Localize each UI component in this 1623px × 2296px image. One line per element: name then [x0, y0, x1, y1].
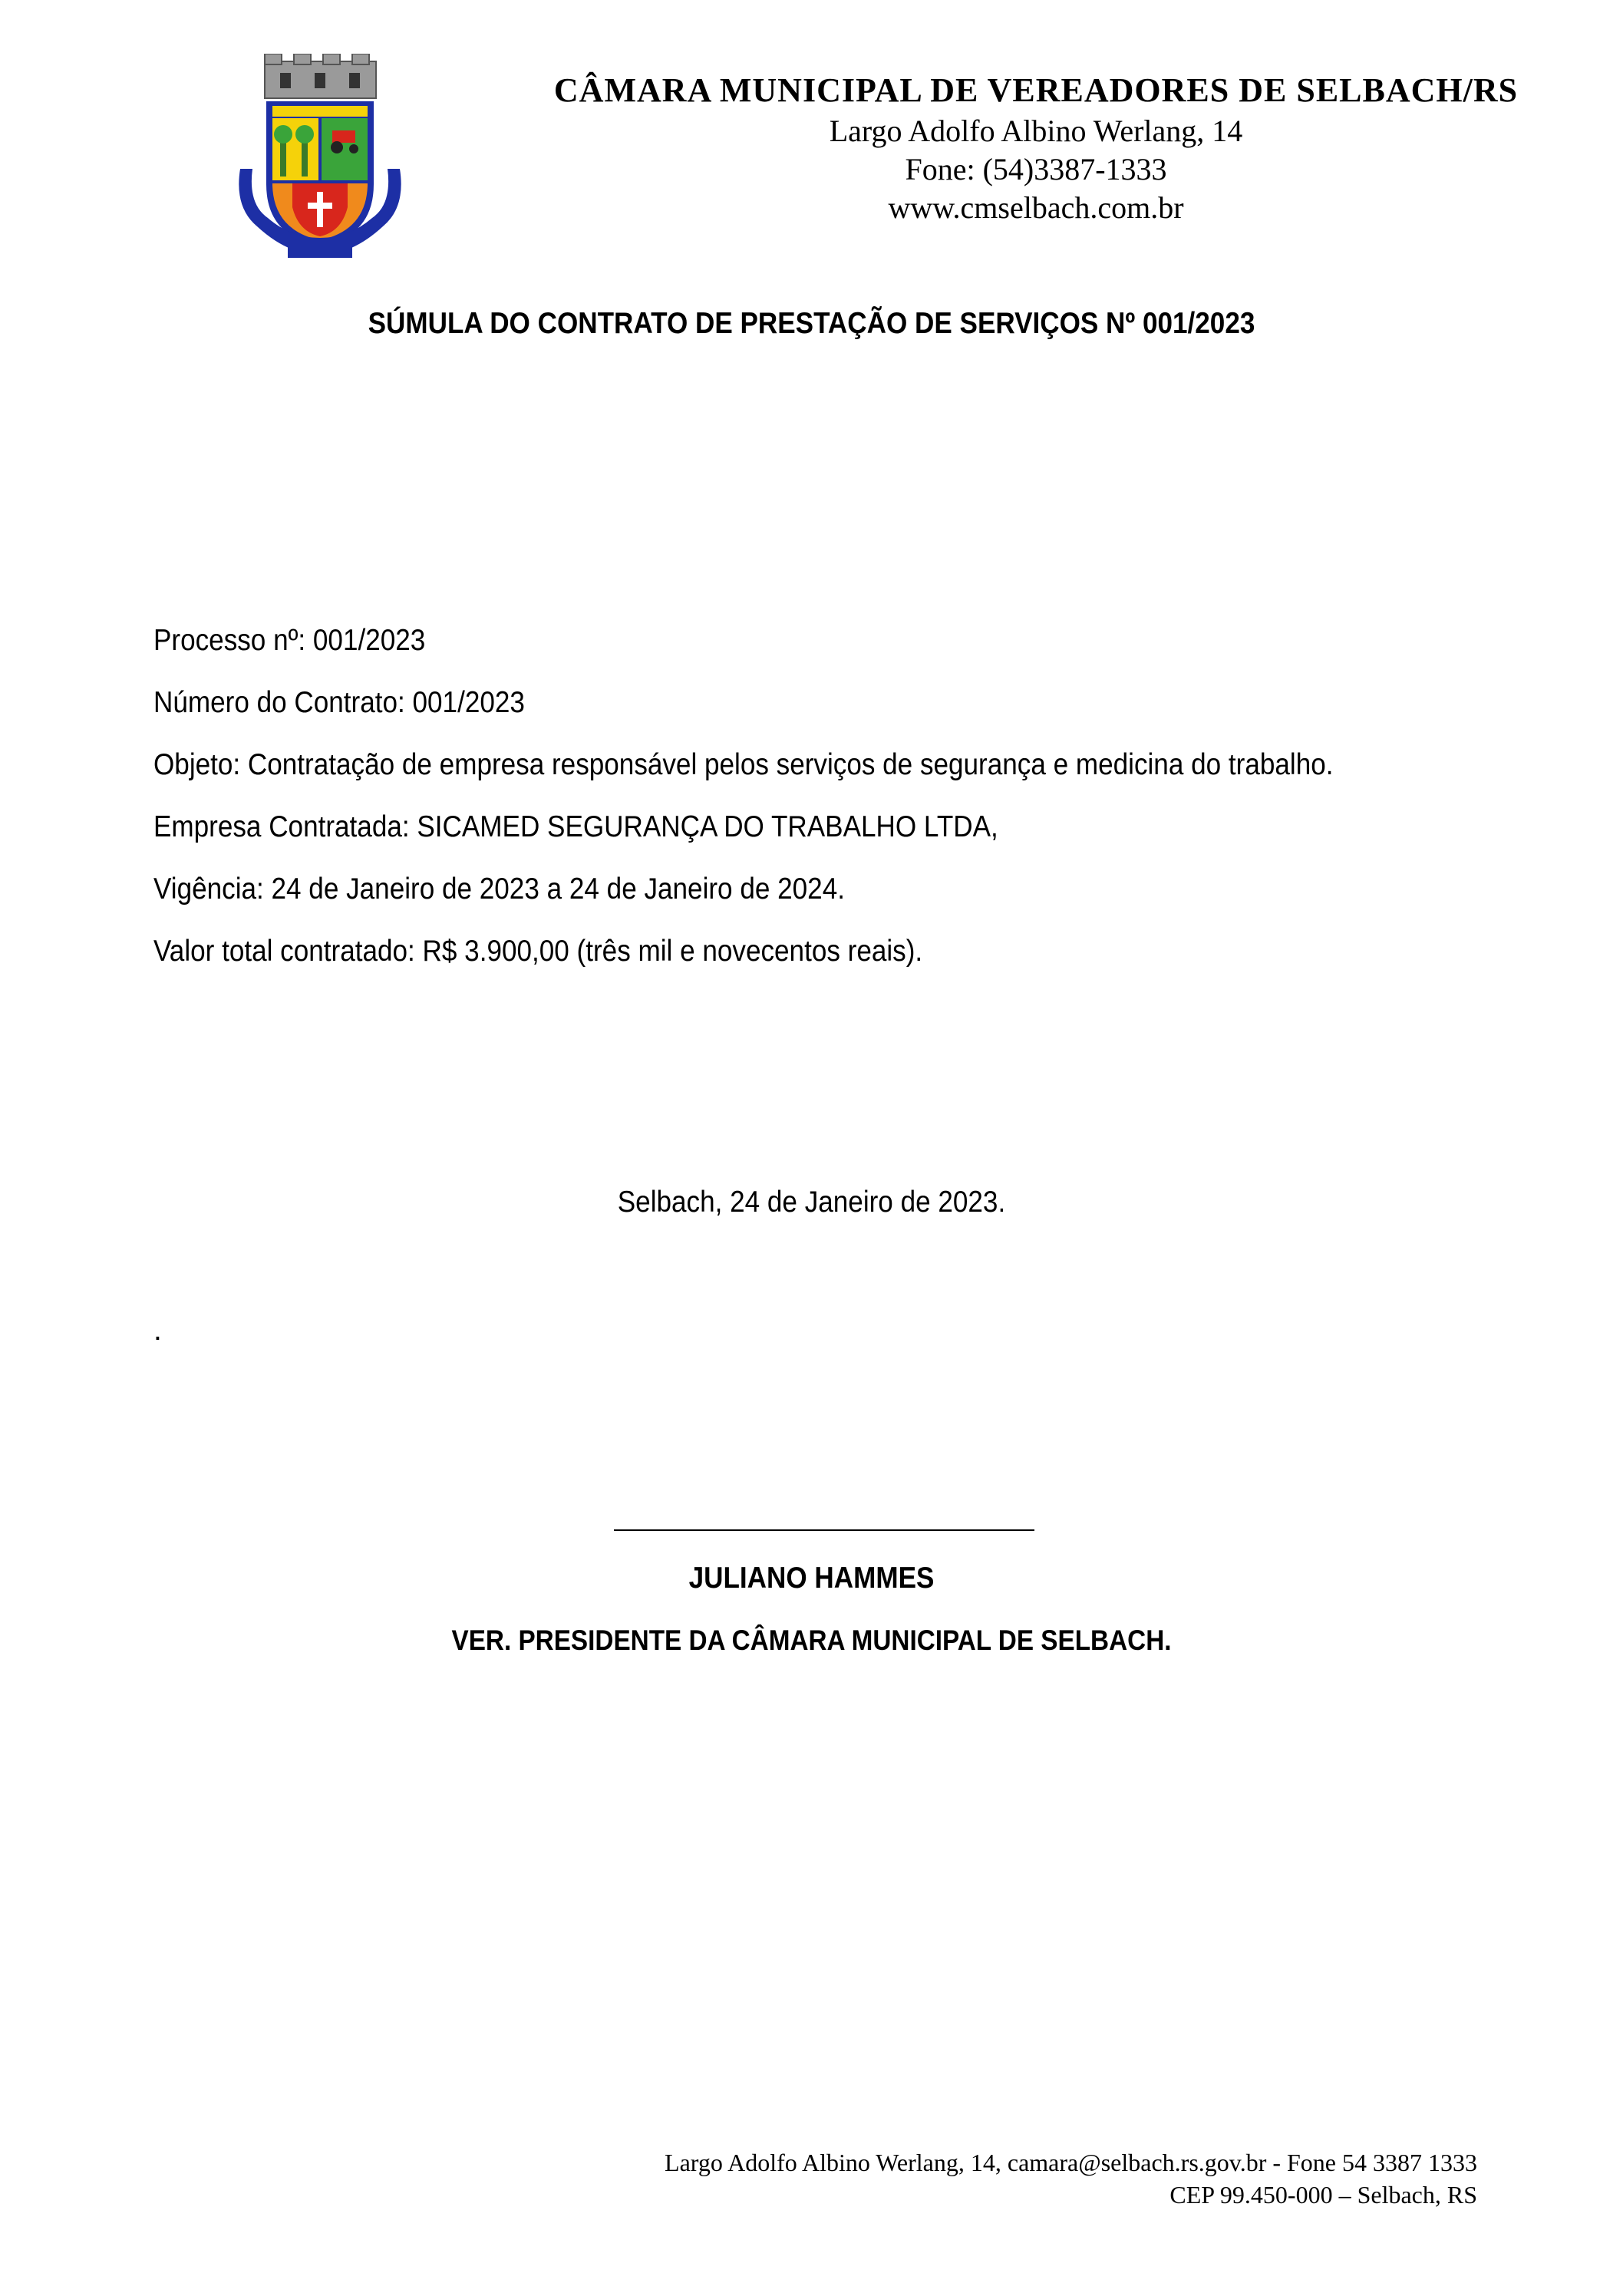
field-vigencia: Vigência: 24 de Janeiro de 2023 a 24 de Janeiro de 2024.	[153, 873, 845, 906]
org-phone: Fone: (54)3387-1333	[905, 152, 1167, 186]
field-processo: Processo nº: 001/2023	[153, 624, 426, 657]
signature-line	[614, 1529, 1034, 1531]
stray-mark: .	[153, 1314, 162, 1347]
org-header	[553, 69, 1519, 227]
field-valor-total: Valor total contratado: R$ 3.900,00 (três mil e novecentos reais).	[153, 935, 923, 968]
contract-fields	[153, 623, 1397, 996]
footer-line-1: Largo Adolfo Albino Werlang, 14, camara@selbach.rs.gov.br - Fone 54 3387 1333	[665, 2149, 1477, 2176]
footer-line-2: CEP 99.450-000 – Selbach, RS	[1169, 2181, 1477, 2209]
signer-role: VER. PRESIDENTE DA CÂMARA MUNICIPAL DE SELBACH.	[451, 1625, 1172, 1656]
document-title: SÚMULA DO CONTRATO DE PRESTAÇÃO DE SERVIÇOS Nº 001/2023	[368, 307, 1255, 340]
field-objeto: Objeto: Contratação de empresa responsável pelos serviços de segurança e medicina do trabalho.	[153, 748, 1334, 781]
place-date: Selbach, 24 de Janeiro de 2023.	[617, 1186, 1006, 1219]
footer	[326, 2146, 1477, 2211]
field-numero-contrato: Número do Contrato: 001/2023	[153, 686, 525, 719]
org-website: www.cmselbach.com.br	[888, 190, 1184, 225]
coat-of-arms-icon	[234, 54, 407, 261]
field-empresa-contratada: Empresa Contratada: SICAMED SEGURANÇA DO TRABALHO LTDA,	[153, 810, 998, 843]
signer-name: JULIANO HAMMES	[688, 1562, 935, 1595]
org-name: CÂMARA MUNICIPAL DE VEREADORES DE SELBACH/RS	[553, 71, 1519, 109]
org-address: Largo Adolfo Albino Werlang, 14	[829, 114, 1243, 148]
